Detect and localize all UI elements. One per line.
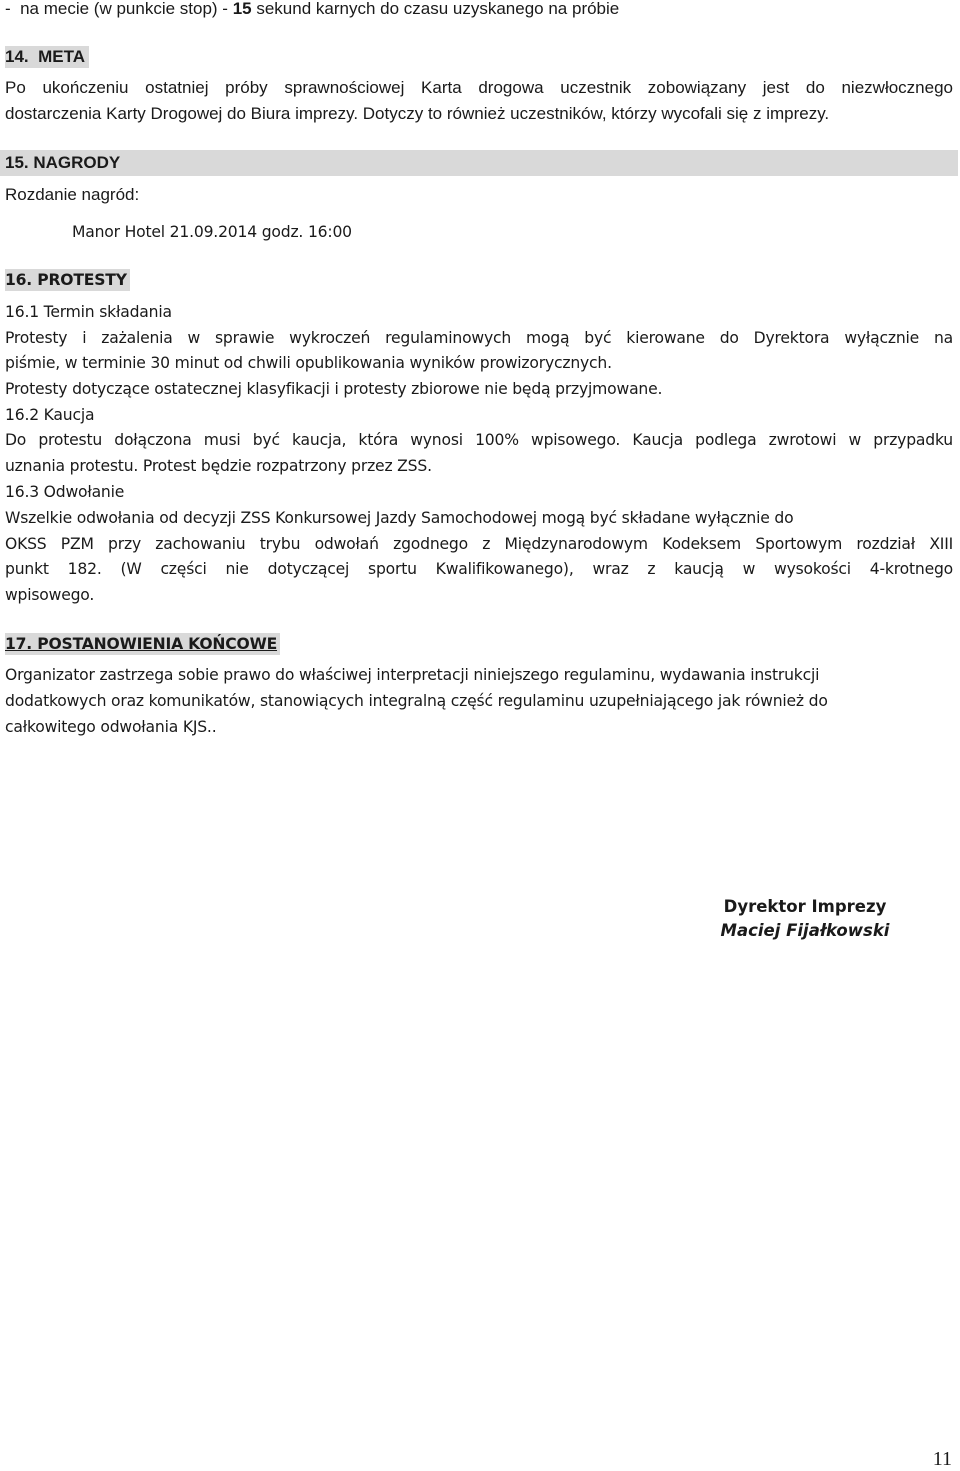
section-17-heading: 17. POSTANOWIENIA KOŃCOWE — [5, 633, 280, 655]
section-14-line-1: Po ukończeniu ostatniej próby sprawnościowej Karta drogowa uczestnik zobowiązany jest do niezwłocznego — [5, 78, 953, 97]
appeal-line-1: Wszelkie odwołania od decyzji ZSS Konkursowej Jazdy Samochodowej mogą być składane wyłącznie do — [5, 509, 794, 527]
final-line-1: Organizator zastrzega sobie prawo do właściwej interpretacji niniejszego regulaminu, wydawania instrukcji — [5, 666, 820, 684]
appeal-line-2: OKSS PZM przy zachowaniu trybu odwołań zgodnego z Międzynarodowym Kodeksem Sportowym rozdział XIII — [5, 535, 953, 553]
protest-p1-line-2: piśmie, w terminie 30 minut od chwili opublikowania wyników prowizorycznych. — [5, 354, 612, 372]
penalty-seconds: 15 — [232, 0, 252, 18]
section-17-heading-wrap — [5, 633, 280, 655]
final-line-3: całkowitego odwołania KJS.. — [5, 718, 217, 736]
awards-label: Rozdanie nagród: — [5, 185, 140, 204]
section-15-heading-text: 15. NAGRODY — [5, 153, 121, 172]
section-14-heading: 14. META — [5, 46, 89, 68]
signature-name: Maciej Fijałkowski — [720, 921, 890, 940]
section-14-heading-wrap — [5, 46, 89, 68]
page-number: 11 — [932, 1448, 952, 1470]
awards-detail: Manor Hotel 21.09.2014 godz. 16:00 — [72, 223, 352, 241]
section-16-heading-wrap — [5, 269, 130, 291]
protest-p1-line-1: Protesty i zażalenia w sprawie wykroczeń regulaminowych mogą być kierowane do Dyrektora wyłącznie na — [5, 329, 953, 347]
appeal-line-4: wpisowego. — [5, 586, 95, 604]
subsection-16-1: 16.1 Termin składania — [5, 303, 172, 321]
penalty-line — [5, 0, 619, 20]
penalty-prefix: - na mecie (w punkcie stop) - — [5, 0, 233, 18]
penalty-suffix: sekund karnych do czasu uzyskanego na próbie — [251, 0, 620, 18]
deposit-line-2: uznania protestu. Protest będzie rozpatrzony przez ZSS. — [5, 457, 432, 475]
appeal-line-3: punkt 182. (W części nie dotyczącej sportu Kwalifikowanego), wraz z kaucją w wysokości 4-krotnego — [5, 560, 953, 578]
subsection-16-2: 16.2 Kaucja — [5, 406, 95, 424]
section-15-heading — [5, 152, 120, 174]
deposit-line-1: Do protestu dołączona musi być kaucja, która wynosi 100% wpisowego. Kaucja podlega zwrotowi w przypadku — [5, 431, 953, 449]
section-15-band — [0, 150, 958, 176]
protest-p1-line-3: Protesty dotyczące ostatecznej klasyfikacji i protesty zbiorowe nie będą przyjmowane. — [5, 380, 663, 398]
signature-title: Dyrektor Imprezy — [723, 897, 887, 916]
final-line-2: dodatkowych oraz komunikatów, stanowiących integralną część regulaminu uzupełniającego jak również do — [5, 692, 828, 710]
subsection-16-3: 16.3 Odwołanie — [5, 483, 125, 501]
section-16-heading: 16. PROTESTY — [5, 269, 130, 291]
signature-block — [700, 895, 910, 943]
section-14-line-2: dostarczenia Karty Drogowej do Biura imprezy. Dotyczy to również uczestników, którzy wycofali się z imprezy. — [5, 104, 830, 123]
